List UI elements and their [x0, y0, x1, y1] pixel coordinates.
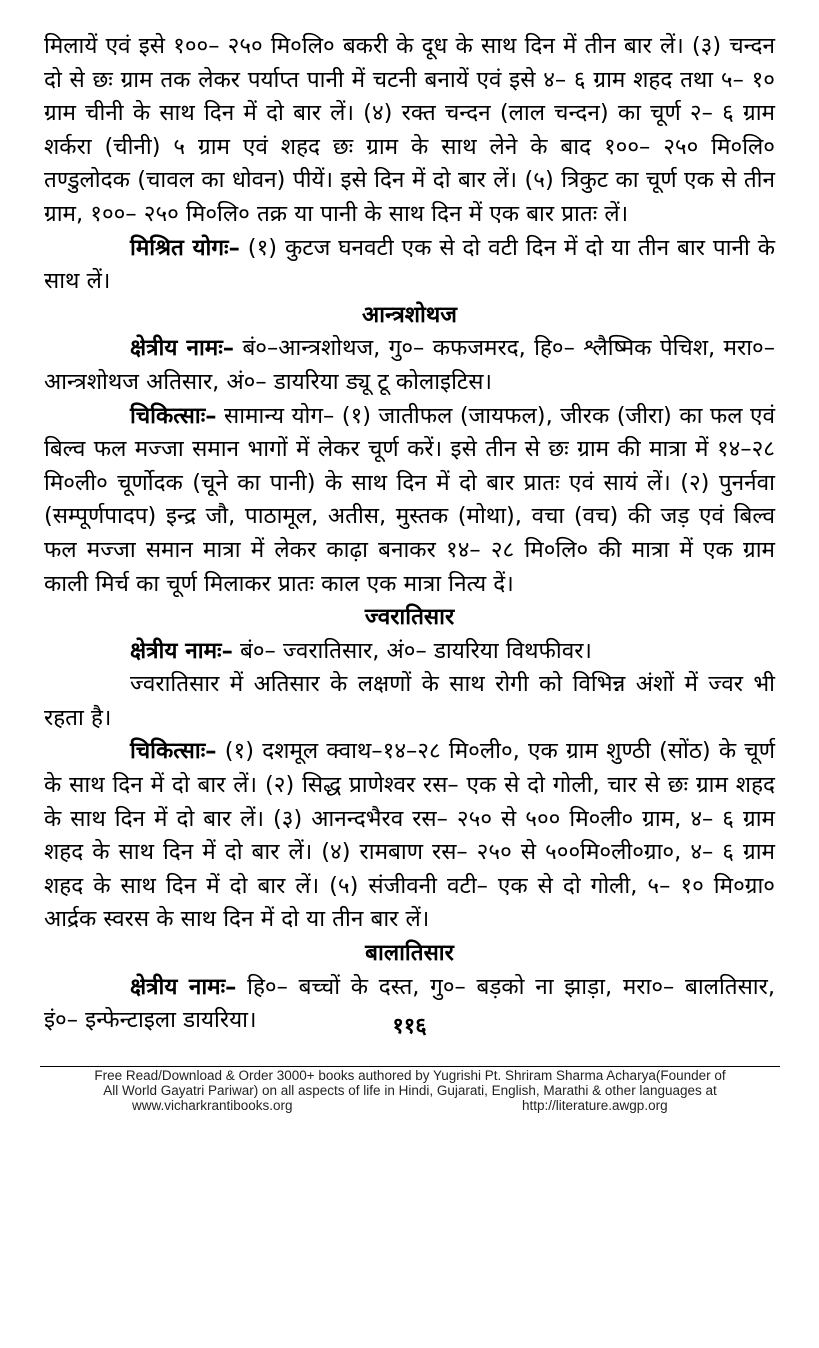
section-heading-antrashothaj: आन्त्रशोथज: [362, 301, 457, 328]
footer-divider: [40, 1066, 780, 1067]
treatment-text: सामान्य योग– (१) जातीफल (जायफल), जीरक (जीरा) का फल एवं बिल्व फल मज्जा समान भागों में लेकर चूर्ण करें। इसे तीन से छः ग्राम की मात्रा में १४–२८ मि०ली० चूर्णोदक (चूने का पानी) के साथ दिन में दो बार प्रातः एवं सायं लें। (२) पुनर्नवा (सम्पूर्णपादप) इन्द्र जौ, पाठामूल, अतीस, मुस्तक (मोथा), वचा (वच) की जड़ एवं बिल्व फल मज्जा समान मात्रा में लेकर काढ़ा बनाकर १४– २८ मि०लि० की मात्रा में एक ग्राम काली मिर्च का चूर्ण मिलाकर प्रातः काल एक मात्रा नित्य दें।: [44, 402, 775, 597]
treatment-label: चिकित्साः–: [130, 402, 217, 429]
footer-line-2: All World Gayatri Pariwar) on all aspects of life in Hindi, Gujarati, English, Marathi & other languages at: [103, 1083, 717, 1098]
paragraph-description: ज्वरातिसार में अतिसार के लक्षणों के साथ रोगी को विभिन्न अंशों में ज्वर भी रहता है।: [44, 671, 775, 731]
mixed-yog-text: (१) कुटज घनवटी एक से दो वटी दिन में दो या तीन बार पानी के साथ लें।: [44, 234, 775, 295]
section-heading-jvaratisar: ज्वरातिसार: [364, 604, 455, 631]
footer-link-vicharkranti[interactable]: www.vicharkrantibooks.org: [132, 1098, 293, 1113]
paragraph-regional-names-2: [44, 635, 775, 669]
footer: [40, 1068, 780, 1114]
page-number: ११६: [392, 1014, 427, 1039]
treatment-text: (१) दशमूल क्वाथ–१४–२८ मि०ली०, एक ग्राम शुण्ठी (सोंठ) के चूर्ण के साथ दिन में दो बार लें। (२) सिद्ध प्राणेश्वर रस– एक से दो गोली, चार से छः ग्राम शहद के साथ दिन में दो बार लें। (३) आनन्दभैरव रस– २५० से ५०० मि०ली० ग्राम, ४– ६ ग्राम शहद के साथ दिन में दो बार लें। (४) रामबाण रस– २५० से ५००मि०ली०ग्रा०, ४– ६ ग्राम शहद के साथ दिन में दो बार लें। (५) संजीवनी वटी– एक से दो गोली, ५– १० मि०ग्रा० आर्द्रक स्वरस के साथ दिन में दो या तीन बार लें।: [44, 738, 775, 933]
footer-links: [40, 1098, 780, 1114]
paragraph-regional-names-1: [44, 332, 775, 399]
footer-link-awgp[interactable]: http://literature.awgp.org: [522, 1098, 668, 1113]
treatment-label: चिकित्साः–: [130, 738, 217, 765]
paragraph-treatment-1: [44, 400, 775, 602]
mixed-yog-label: मिश्रित योगः–: [130, 234, 240, 261]
regional-names-text: बं०– ज्वरातिसार, अं०– डायरिया विथफीवर।: [232, 637, 592, 664]
paragraph-continuation: मिलायें एवं इसे १००– २५० मि०लि० बकरी के दूध के साथ दिन में तीन बार लें। (३) चन्दन दो से छः ग्राम तक लेकर पर्याप्त पानी में चटनी बनायें एवं इसे ४– ६ ग्राम शहद तथा ५– १० ग्राम चीनी के साथ दिन में दो बार लें। (४) रक्त चन्दन (लाल चन्दन) का चूर्ण २– ६ ग्राम शर्करा (चीनी) ५ ग्राम एवं शहद छः ग्राम के साथ लेने के बाद १००– २५० मि०लि० तण्डुलोदक (चावल का धोवन) पीयें। इसे दिन में दो बार लें। (५) त्रिकुट का चूर्ण एक से तीन ग्राम, १००– २५० मि०लि० तक्र या पानी के साथ दिन में एक बार प्रातः लें।: [44, 33, 775, 227]
paragraph-mixed-yog: [44, 232, 775, 299]
section-heading-balatisar: बालातिसार: [365, 940, 454, 967]
regional-names-label: क्षेत्रीय नामः–: [130, 335, 235, 362]
regional-names-label: क्षेत्रीय नामः–: [130, 637, 233, 664]
page-body: [44, 30, 775, 1038]
footer-line-1: Free Read/Download & Order 3000+ books authored by Yugrishi Pt. Shriram Sharma Acharya(Founder of: [94, 1068, 726, 1083]
regional-names-label: क्षेत्रीय नामः–: [130, 973, 237, 1000]
regional-names-text: हि०– बच्चों के दस्त, गु०– बड़को ना झाड़ा, मरा०– बालतिसार, इं०– इन्फेन्टाइला डायरिया।: [44, 973, 775, 1034]
regional-names-text: बं०–आन्त्रशोथज, गु०– कफजमरद, हि०– श्लैष्मिक पेचिश, मरा०– आन्त्रशोथज अतिसार, अं०– डायरिया ड्यू टू कोलाइटिस।: [44, 335, 775, 395]
paragraph-treatment-2: [44, 735, 775, 937]
